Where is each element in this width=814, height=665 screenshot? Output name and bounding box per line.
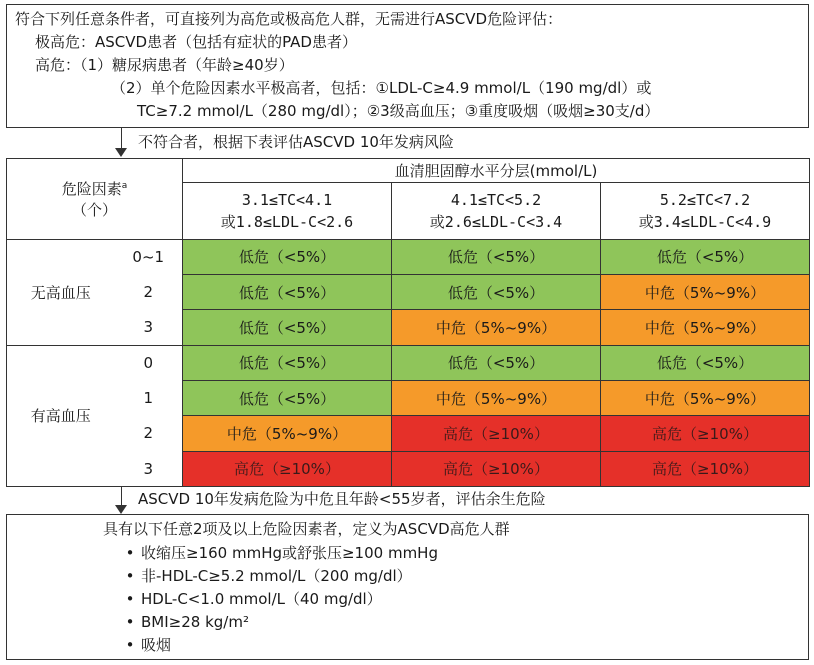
risk-level-cell: 低危（<5%）	[183, 310, 392, 345]
arrow1-head	[115, 148, 127, 157]
risk-level-cell: 低危（<5%）	[183, 345, 392, 380]
bullet-icon: •	[125, 567, 135, 585]
risk-factor-item	[119, 612, 249, 632]
bullet-icon: •	[125, 590, 135, 608]
risk-factor-item	[119, 635, 171, 655]
risk-factor-count: 1	[115, 380, 183, 415]
risk-factor-text: 非-HDL-C≥5.2 mmol/L（200 mg/dl）	[141, 567, 412, 585]
table-row	[7, 239, 810, 274]
risk-factor-text: BMI≥28 kg/m²	[141, 613, 249, 631]
risk-assessment-table	[6, 158, 810, 487]
table-row	[7, 416, 810, 451]
hypertension-group-label: 无高血压	[7, 239, 115, 345]
risk-level-cell: 中危（5%~9%）	[392, 310, 601, 345]
risk-level-cell: 低危（<5%）	[392, 345, 601, 380]
risk-factor-item	[119, 589, 382, 609]
arrow1-shaft	[121, 128, 122, 149]
risk-level-cell: 低危（<5%）	[183, 239, 392, 274]
risk-factor-item	[119, 543, 438, 563]
direct-high-risk-criteria-box	[6, 4, 809, 128]
table-row	[7, 451, 810, 486]
table-row	[7, 345, 810, 380]
risk-factor-text: 吸烟	[141, 636, 172, 654]
risk-level-cell: 低危（<5%）	[392, 239, 601, 274]
risk-level-cell: 中危（5%~9%）	[183, 416, 392, 451]
risk-level-cell: 高危（≥10%）	[392, 451, 601, 486]
risk-factor-count: 0~1	[115, 239, 183, 274]
risk-level-cell: 中危（5%~9%）	[601, 275, 810, 310]
cholesterol-header: 血清胆固醇水平分层(mmol/L)	[183, 159, 810, 183]
table-row	[7, 310, 810, 345]
bullet-icon: •	[125, 544, 135, 562]
risk-level-cell: 中危（5%~9%）	[392, 380, 601, 415]
high-risk-single-factor-line: （2）单个危险因素水平极高者，包括：①LDL-C≥4.9 mmol/L（190 mg/dl）或	[111, 79, 652, 97]
risk-factor-item	[119, 566, 412, 586]
arrow2-label: ASCVD 10年发病危险为中危且年龄<55岁者，评估余生危险	[138, 490, 546, 508]
risk-level-cell: 低危（<5%）	[392, 275, 601, 310]
arrow2-shaft	[121, 487, 122, 507]
risk-factor-count: 0	[115, 345, 183, 380]
hypertension-group-label: 有高血压	[7, 345, 115, 486]
high-risk-diabetes-line: 高危：（1）糖尿病患者（年龄≥40岁）	[35, 56, 294, 74]
ascvd-high-risk-definition-box	[6, 514, 809, 660]
risk-factor-count: 3	[115, 310, 183, 345]
risk-factor-text: HDL-C<1.0 mmol/L（40 mg/dl）	[141, 590, 382, 608]
very-high-risk-line: 极高危：ASCVD患者（包括有症状的PAD患者）	[35, 33, 357, 51]
risk-factor-text: 收缩压≥160 mmHg或舒张压≥100 mmHg	[141, 544, 438, 562]
column-header-3: 5.2≤TC<7.2 或3.4≤LDL-C<4.9	[601, 183, 810, 240]
risk-level-cell: 高危（≥10%）	[392, 416, 601, 451]
bullet-icon: •	[125, 613, 135, 631]
risk-level-cell: 低危（<5%）	[601, 345, 810, 380]
risk-level-cell: 中危（5%~9%）	[601, 380, 810, 415]
risk-level-cell: 高危（≥10%）	[601, 416, 810, 451]
risk-factor-count: 2	[115, 275, 183, 310]
risk-level-cell: 中危（5%~9%）	[601, 310, 810, 345]
criteria-intro: 符合下列任意条件者，可直接列为高危或极高危人群，无需进行ASCVD危险评估：	[15, 10, 563, 28]
risk-level-cell: 高危（≥10%）	[601, 451, 810, 486]
arrow1-label: 不符合者，根据下表评估ASCVD 10年发病风险	[138, 133, 454, 151]
column-header-2: 4.1≤TC<5.2 或2.6≤LDL-C<3.4	[392, 183, 601, 240]
risk-factor-count: 3	[115, 451, 183, 486]
table-row	[7, 380, 810, 415]
risk-level-cell: 低危（<5%）	[601, 239, 810, 274]
column-header-1: 3.1≤TC<4.1 或1.8≤LDL-C<2.6	[183, 183, 392, 240]
risk-level-cell: 高危（≥10%）	[183, 451, 392, 486]
high-risk-single-factor-line-cont: TC≥7.2 mmol/L（280 mg/dl）；②3级高血压；③重度吸烟（吸烟≥30支/d）	[137, 102, 660, 120]
risk-level-cell: 低危（<5%）	[183, 275, 392, 310]
risk-factor-count: 2	[115, 416, 183, 451]
bullet-icon: •	[125, 636, 135, 654]
arrow2-head	[115, 505, 127, 514]
risk-factor-header: 危险因素$^a$ （个）	[7, 159, 183, 240]
table-row	[7, 275, 810, 310]
definition-title: 具有以下任意2项及以上危险因素者，定义为ASCVD高危人群	[103, 520, 510, 538]
risk-level-cell: 低危（<5%）	[183, 380, 392, 415]
